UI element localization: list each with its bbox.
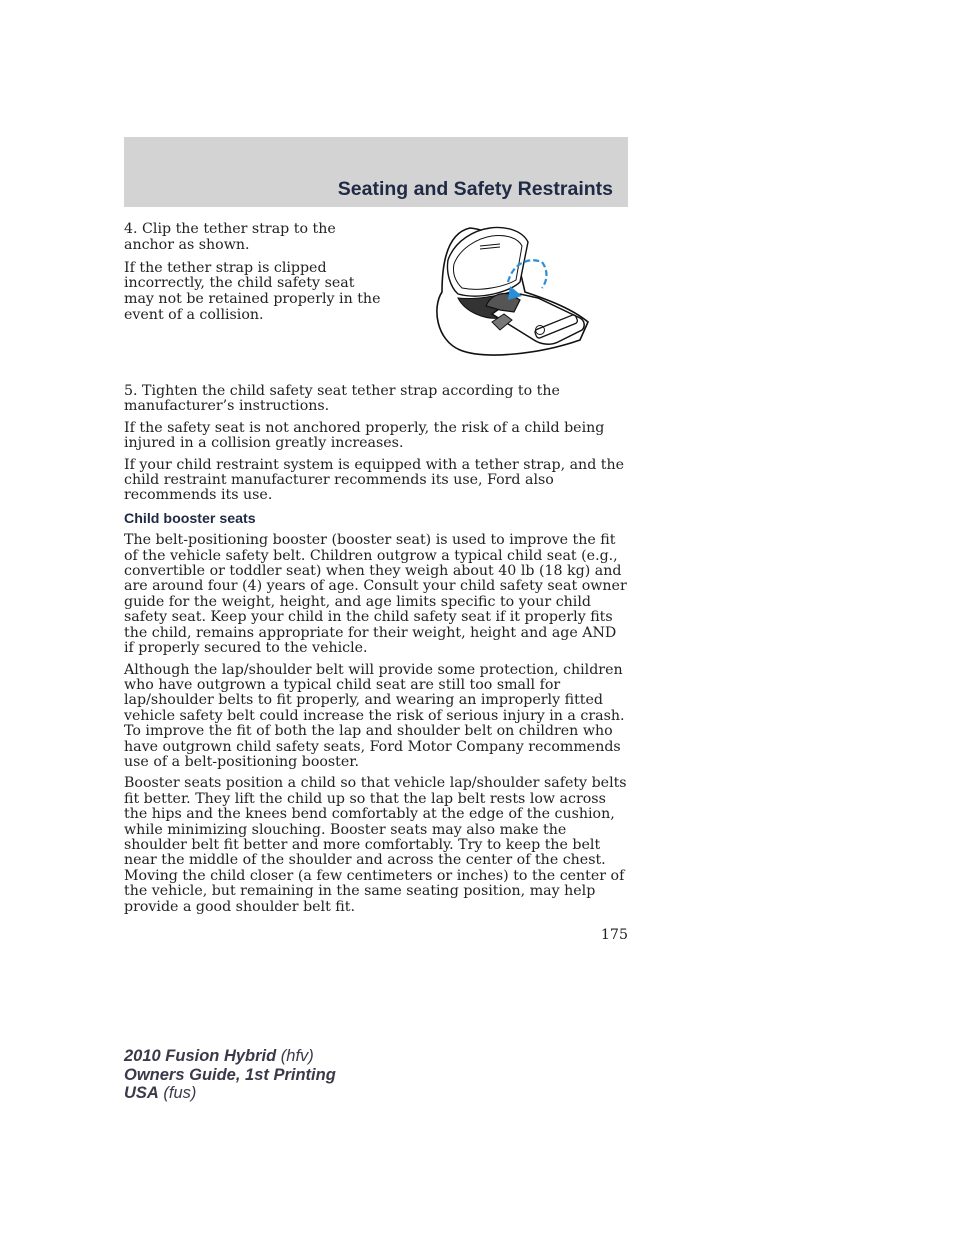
subheading-child-booster-seats: Child booster seats xyxy=(124,510,256,527)
footer-market-code: (fus) xyxy=(158,1084,197,1102)
anchor-warning-text: If the safety seat is not anchored properly, the risk of a child being injured in a collision greatly increases. xyxy=(124,419,605,452)
step-4-text: 4. Clip the tether strap to the anchor as shown. xyxy=(124,221,336,253)
booster-position-text: Booster seats position a child so that vehicle lap/shoulder safety belts fit better. They lift the child up so that the lap belt rests low across the hips and the knees bend comfortably at the edge of the cushion, while minimizing slouching. Booster seats may also make the shoulder belt fit better and more comfortably. Try to keep the belt near the middle of the shoulder and across the center of the chest. Moving the child closer (a few centimeters or inches) to the center of the vehicle, but remaining in the same seating position, may help provide a good shoulder belt fit. xyxy=(124,775,627,915)
tether-anchor-clip-icon xyxy=(430,222,600,362)
booster-intro-text: The belt-positioning booster (booster seat) is used to improve the fit of the vehicle safety belt. Children outgrow a typical child seat (e.g., convertible or toddler seat) when they weigh about 40 lb (18 kg) and are around four (4) years of age. Consult your child safety seat owner guide for the weight, height, and age limits specific to your child safety seat. Keep your child in the child safety seat if it properly fits the child, remains appropriate for their weight, height and age AND if properly secured to the vehicle. xyxy=(124,532,627,657)
footer-line-3 xyxy=(124,1084,336,1103)
footer-line-2: Owners Guide, 1st Printing xyxy=(124,1065,336,1084)
section-header xyxy=(124,137,628,207)
page-number: 175 xyxy=(600,927,628,943)
tether-warning-text: If the tether strap is clipped incorrectly, the child safety seat may not be retained properly in the event of a collision. xyxy=(124,259,381,323)
footer-line-1 xyxy=(124,1047,336,1066)
footer-model: 2010 Fusion Hybrid xyxy=(124,1047,277,1065)
section-title: Seating and Safety Restraints xyxy=(337,178,613,200)
footer-market: USA xyxy=(124,1084,159,1102)
document-footer xyxy=(124,1047,336,1103)
tether-recommendation-text: If your child restraint system is equipped with a tether strap, and the child restraint manufacturer recommends its use, Ford also recommends its use. xyxy=(124,456,625,504)
booster-protection-text: Although the lap/shoulder belt will provide some protection, children who have outgrown a typical child seat are still too small for lap/shoulder belts to fit properly, and wearing an improperly fitted vehicle safety belt could increase the risk of serious injury in a crash. To improve the fit of both the lap and shoulder belt on children who have outgrown child safety seats, Ford Motor Company recommends use of a belt-positioning booster. xyxy=(124,661,625,770)
main-text xyxy=(124,384,628,921)
footer-model-code: (hfv) xyxy=(276,1047,314,1065)
step-5-text: 5. Tighten the child safety seat tether strap according to the manufacturer’s instructions. xyxy=(124,383,560,415)
tether-instructions xyxy=(124,222,384,331)
